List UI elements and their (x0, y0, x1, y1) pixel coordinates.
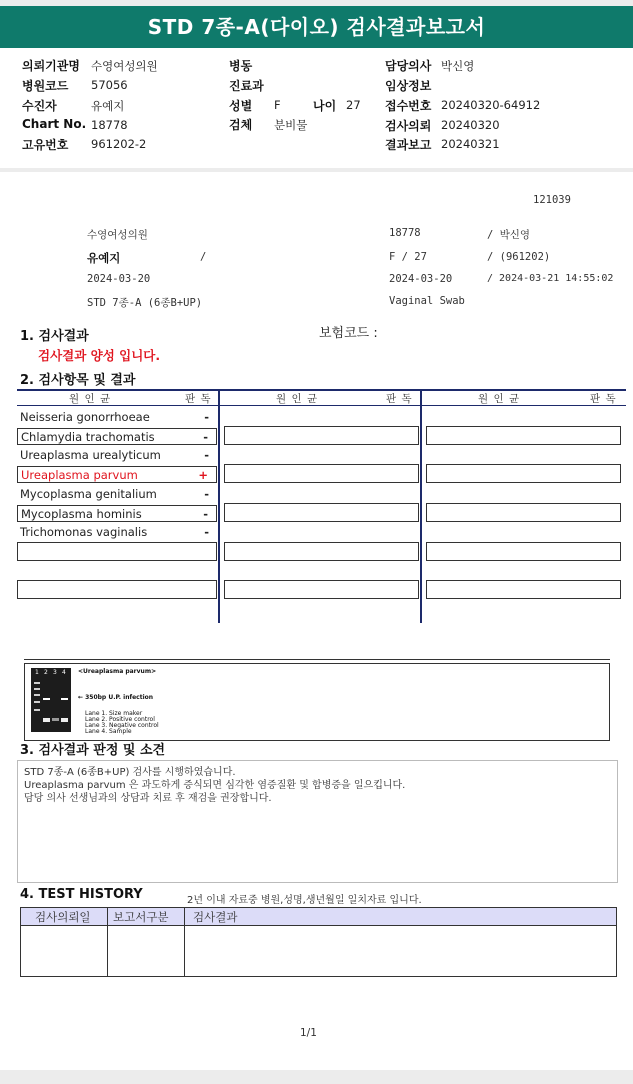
report-specimen: Vaginal Swab (389, 295, 465, 307)
history-col-divider (184, 908, 185, 976)
result-summary: 검사결과 양성 입니다. (38, 348, 161, 363)
report-chart-no: 18778 (389, 227, 421, 239)
pathogen-result: - (204, 448, 209, 462)
gel-band (34, 709, 40, 711)
report-test-name: STD 7종-A (6종B+UP) (87, 297, 203, 309)
gel-legend-2: Lane 2. Positive control (85, 716, 155, 723)
gel-photo (31, 668, 71, 732)
pathogen-result: - (203, 430, 208, 444)
pathogen-name: Ureaplasma parvum (21, 468, 138, 482)
pathogen-result: - (204, 487, 209, 501)
col-pathogen-3: 원 인 균 (478, 393, 521, 405)
chart-no-value: 18778 (91, 118, 128, 132)
gel-legend-1: Lane 1. Size maker (85, 710, 143, 717)
pathogen-name: Chlamydia trachomatis (21, 430, 155, 444)
table-divider-2 (420, 389, 422, 623)
history-header (21, 908, 616, 926)
gel-band-label: ← 350bp U.P. infection (78, 694, 154, 701)
empty-row (17, 580, 217, 599)
ward-label: 병동 (229, 59, 253, 73)
gel-band (34, 694, 40, 696)
pathogen-result: - (204, 525, 209, 539)
report-doctor: / 박신영 (487, 229, 531, 241)
history-col-result: 검사결과 (193, 910, 238, 924)
institution-label: 의뢰기관명 (22, 59, 80, 73)
gel-band (43, 718, 50, 722)
gel-title: <Ureaplasma parvum> (78, 668, 157, 675)
doctor-value: 박신영 (441, 59, 475, 73)
gel-panel (24, 663, 610, 741)
patient-label: 수진자 (22, 99, 57, 113)
report-date-2: 2024-03-20 (389, 273, 453, 285)
result-row-positive (17, 466, 217, 483)
gel-top-rule (24, 659, 610, 660)
empty-row (224, 464, 419, 483)
pathogen-name: Trichomonas vaginalis (20, 525, 148, 539)
report-datetime: / 2024-03-21 14:55:02 (487, 273, 614, 284)
report-header (0, 48, 633, 168)
col-judge-2: 판 독 (386, 393, 413, 405)
pathogen-result: - (203, 507, 208, 521)
table-divider-1 (218, 389, 220, 623)
receipt-no-value: 20240320-64912 (441, 98, 541, 112)
page-number: 1/1 (300, 1027, 317, 1039)
sex-label: 성별 (229, 99, 253, 113)
gel-band (34, 701, 40, 703)
result-row (17, 447, 217, 464)
hospital-code-value: 57056 (91, 78, 128, 92)
gel-band (61, 718, 68, 722)
history-table (20, 907, 617, 977)
chart-no-label: Chart No. (22, 117, 87, 131)
unique-no-label: 고유번호 (22, 138, 69, 152)
gel-legend-3: Lane 3. Negative control (85, 722, 159, 729)
opinion-box (17, 760, 618, 883)
unique-no-value: 961202-2 (91, 137, 147, 151)
opinion-line: 담당 의사 선생님과의 상담과 치료 후 재검을 권장합니다. (24, 793, 272, 804)
lane-number: 1 (35, 669, 39, 676)
history-col-request-date: 검사의뢰일 (35, 910, 91, 924)
empty-row (426, 503, 621, 522)
report-date-value: 20240321 (441, 137, 500, 151)
report-code: 121039 (533, 194, 571, 206)
gel-legend-4: Lane 4. Sample (85, 728, 132, 735)
section-2-title: 2. 검사항목 및 결과 (20, 373, 136, 388)
empty-row (426, 542, 621, 561)
report-slash: / (200, 251, 207, 263)
gel-band (43, 698, 50, 700)
gel-band (34, 682, 40, 684)
gel-band (52, 718, 59, 721)
request-date-value: 20240320 (441, 118, 500, 132)
report-sex-age: F / 27 (389, 251, 427, 263)
footer-strip (0, 1070, 633, 1084)
lane-number: 3 (53, 669, 57, 676)
empty-row (224, 580, 419, 599)
age-label: 나이 (313, 99, 337, 113)
pathogen-name: Ureaplasma urealyticum (20, 448, 161, 462)
empty-row (224, 542, 419, 561)
col-judge-1: 판 독 (185, 393, 212, 405)
col-judge-3: 판 독 (590, 393, 617, 405)
pathogen-result: + (198, 468, 208, 482)
col-pathogen-1: 원 인 균 (69, 393, 112, 405)
result-row (17, 428, 217, 445)
pathogen-result: - (204, 410, 209, 424)
pathogen-name: Neisseria gonorrhoeae (20, 410, 150, 424)
pathogen-name: Mycoplasma hominis (21, 507, 142, 521)
report-date-1: 2024-03-20 (87, 273, 151, 285)
gel-band (61, 698, 68, 700)
lane-number: 2 (44, 669, 48, 676)
section-3-title: 3. 검사결과 판정 및 소견 (20, 743, 166, 758)
sex-value: F (274, 98, 281, 112)
opinion-line: Ureaplasma parvum 은 과도하게 증식되면 심각한 염증질환 및 합병증을 일으킵니다. (24, 780, 406, 791)
opinion-line: STD 7종-A (6종B+UP) 검사를 시행하였습니다. (24, 767, 236, 778)
section-1-title: 1. 검사결과 (20, 329, 89, 344)
report-birth: / (961202) (487, 251, 551, 263)
request-date-label: 검사의뢰 (385, 119, 432, 133)
lane-number: 4 (62, 669, 66, 676)
clinical-info-label: 임상정보 (385, 79, 432, 93)
specimen-value: 분비물 (274, 118, 308, 132)
result-row (17, 505, 217, 522)
report-patient: 유예지 (87, 251, 121, 265)
dept-label: 진료과 (229, 79, 264, 93)
empty-row (224, 426, 419, 445)
empty-row (426, 426, 621, 445)
report-date-label: 결과보고 (385, 138, 432, 152)
empty-row (426, 464, 621, 483)
result-row (17, 486, 217, 503)
empty-row (426, 580, 621, 599)
patient-value: 유예지 (91, 99, 125, 113)
gel-band (34, 688, 40, 690)
specimen-label: 검체 (229, 118, 253, 132)
institution-value: 수영여성의원 (91, 59, 158, 73)
result-row (17, 524, 217, 541)
empty-row (17, 542, 217, 561)
report-page (0, 172, 633, 1084)
history-col-divider (107, 908, 108, 976)
empty-row (224, 503, 419, 522)
doctor-label: 담당의사 (385, 59, 432, 73)
hospital-code-label: 병원코드 (22, 79, 69, 93)
report-title: STD 7종-A(다이오) 검사결과보고서 (0, 6, 633, 48)
section-4-title: 4. TEST HISTORY (20, 887, 143, 902)
age-value: 27 (346, 98, 361, 112)
insurance-code-label: 보험코드 : (319, 326, 378, 341)
receipt-no-label: 접수번호 (385, 99, 432, 113)
col-pathogen-2: 원 인 균 (276, 393, 319, 405)
result-row (17, 409, 217, 426)
history-note: 2년 이내 자료중 병원,성명,생년월일 일치자료 입니다. (187, 895, 422, 906)
report-institution: 수영여성의원 (87, 229, 148, 241)
pathogen-name: Mycoplasma genitalium (20, 487, 157, 501)
history-col-report-type: 보고서구분 (113, 910, 169, 924)
